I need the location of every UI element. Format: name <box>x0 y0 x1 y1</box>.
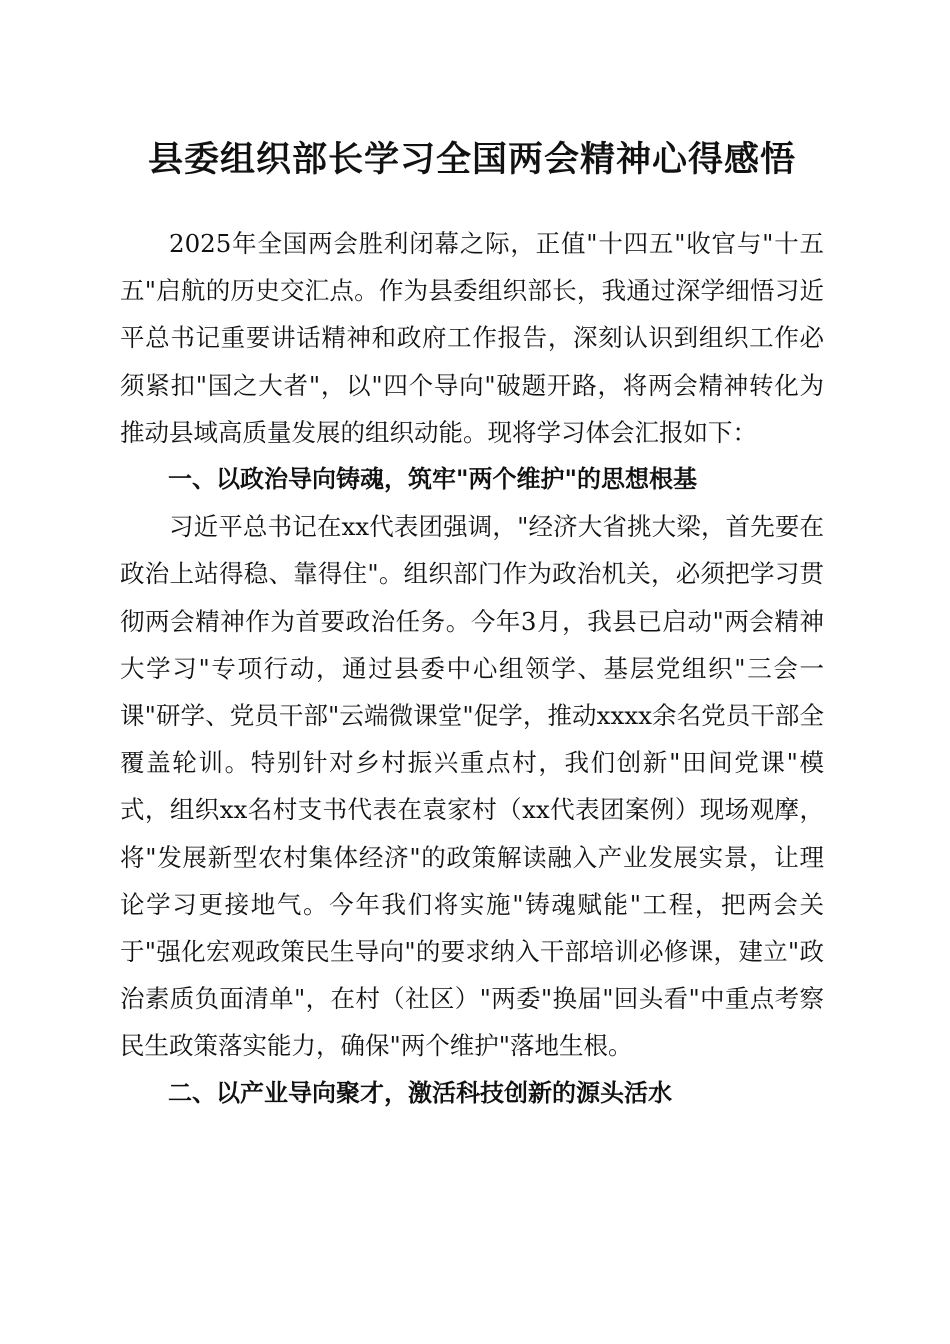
section-1-heading: 一、以政治导向铸魂，筑牢"两个维护"的思想根基 <box>168 465 698 494</box>
section-2-heading: 二、以产业导向聚才，激活科技创新的源头活水 <box>168 1078 672 1107</box>
section-1-body: 习近平总书记在xx代表团强调，"经济大省挑大梁，首先要在政治上站得稳、靠得住"。组织部门作为政治机关，必须把学习贯彻两会精神作为首要政治任务。今年3月，我县已启动"两会精神大学习"专项行动，通过县委中心组领学、基层党组织"三会一课"研学、党员干部"云端微课堂"促学，推动xxxx余名党员干部全覆盖轮训。特别针对乡村振兴重点村，我们创新"田间党课"模式，组织xx名村支书代表在袁家村（xx代表团案例）现场观摩，将"发展新型农村集体经济"的政策解读融入产业发展实景，让理论学习更接地气。今年我们将实施"铸魂赋能"工程，把两会关于"强化宏观政策民生导向"的要求纳入干部培训必修课，建立"政治素质负面清单"，在村（社区）"两委"换届"回头看"中重点考察民生政策落实能力，确保"两个维护"落地生根。 <box>120 512 824 1061</box>
intro-paragraph: 2025年全国两会胜利闭幕之际，正值"十四五"收官与"十五五"启航的历史交汇点。作为县委组织部长，我通过深学细悟习近平总书记重要讲话精神和政府工作报告，深刻认识到组织工作必须紧扣"国之大者"，以"四个导向"破题开路，将两会精神转化为推动县域高质量发展的组织动能。现将学习体会汇报如下： <box>120 229 824 447</box>
document-title: 县委组织部长学习全国两会精神心得感悟 <box>147 139 796 180</box>
